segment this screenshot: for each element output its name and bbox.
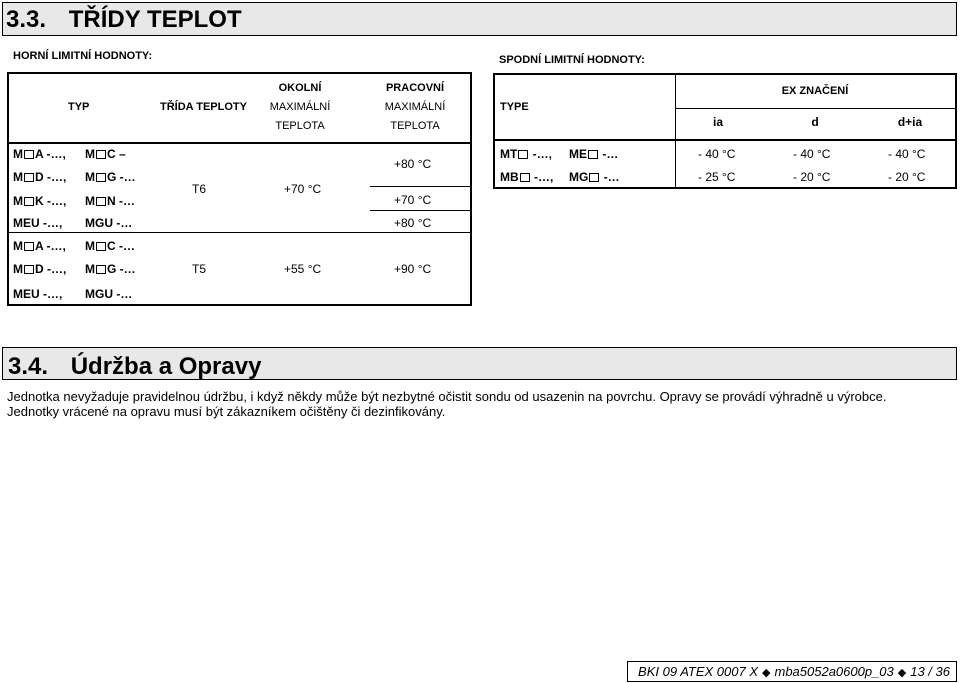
- section-title: TŘÍDY TEPLOT: [68, 6, 242, 33]
- header-okolni-3: TEPLOTA: [275, 120, 325, 132]
- header-d-ia: d+ia: [897, 115, 923, 129]
- t5-ambient: +55 °C: [284, 262, 322, 276]
- lower-row-1-ia: - 40 °C: [698, 147, 736, 161]
- lower-row-1-dia: - 40 °C: [888, 147, 926, 161]
- section-number: 3.3.: [6, 6, 47, 33]
- upper-limits-label: HORNÍ LIMITNÍ HODNOTY:: [13, 50, 153, 62]
- type-row-3a: M K -…,: [13, 194, 67, 208]
- header-d: d: [811, 115, 819, 129]
- t5-process: +90 °C: [394, 262, 432, 276]
- section-number: 3.4.: [8, 353, 49, 380]
- lower-row-1-d: - 40 °C: [793, 147, 831, 161]
- lower-row-2-d: - 20 °C: [793, 170, 831, 184]
- t6-ambient: +70 °C: [284, 182, 322, 196]
- maintenance-paragraph: [7, 389, 957, 419]
- t6-process-2: +70 °C: [394, 193, 432, 207]
- footer-file-id: mba5052a0600p_03: [774, 664, 894, 679]
- header-okolni-2: MAXIMÁLNÍ: [269, 101, 331, 113]
- type-row-6a: M D -…,: [13, 262, 67, 276]
- type-row-2a: M D -…,: [13, 170, 67, 184]
- lower-row-2-type-b: MG -…: [569, 170, 620, 184]
- paragraph-line-1: Jednotka nevyžaduje pravidelnou údržbu, i když někdy může být nezbytné očistit sondu od usazenin na povrchu. Opravy se provádí výhradně u výrobce.: [7, 389, 887, 404]
- section-title: Údržba a Opravy: [70, 353, 262, 380]
- t6-process-3: +80 °C: [394, 216, 432, 230]
- type-row-6b: M G -…: [85, 262, 136, 276]
- type-row-4a: MEU -…,: [13, 216, 63, 230]
- type-row-1a: M A -…,: [13, 147, 66, 161]
- page-footer: [627, 661, 957, 682]
- type-row-7b: MGU -…: [85, 287, 133, 301]
- header-pracovni-2: MAXIMÁLNÍ: [384, 101, 446, 113]
- type-row-2b: M G -…: [85, 170, 136, 184]
- section-heading-3-4: [2, 347, 957, 380]
- lower-row-2-ia: - 25 °C: [698, 170, 736, 184]
- type-row-1b: M C –: [85, 147, 126, 161]
- section-heading-3-3: [2, 2, 957, 36]
- header-ia: ia: [712, 115, 723, 129]
- type-row-4b: MGU -…: [85, 216, 133, 230]
- type-row-3b: M N -…: [85, 194, 135, 208]
- lower-row-1-type-a: MT -…,: [500, 147, 553, 161]
- t6-process-1: +80 °C: [394, 157, 432, 171]
- header-pracovni-1: PRACOVNÍ: [385, 82, 445, 94]
- t6-process-divider-1: [370, 186, 470, 187]
- lower-row-2-type-a: MB -…,: [500, 170, 554, 184]
- paragraph-line-2: Jednotky vrácené na opravu musí být zákazníkem očištěny či dezinfikovány.: [7, 404, 446, 419]
- diamond-separator-icon: ◆: [762, 667, 771, 679]
- header-pracovni-3: TEPLOTA: [390, 120, 440, 132]
- header-ex-znaceni: EX ZNAČENÍ: [781, 85, 849, 97]
- t6-process-divider-2: [370, 210, 470, 211]
- diamond-separator-icon: ◆: [897, 667, 907, 679]
- footer-doc-id: BKI 09 ATEX 0007 X: [638, 664, 759, 679]
- footer-page-number: 13 / 36: [910, 664, 950, 679]
- header-trida-teploty: TŘÍDA TEPLOTY: [160, 101, 247, 113]
- lower-row-1-type-b: ME -…: [569, 147, 619, 161]
- lower-limits-label: SPODNÍ LIMITNÍ HODNOTY:: [499, 54, 645, 66]
- header-type: TYPE: [500, 101, 529, 113]
- lower-row-2-dia: - 20 °C: [888, 170, 926, 184]
- header-okolni-1: OKOLNÍ: [278, 82, 322, 94]
- type-row-5b: M C -…: [85, 239, 135, 253]
- type-row-7a: MEU -…,: [13, 287, 63, 301]
- type-row-5a: M A -…,: [13, 239, 66, 253]
- t6-class: T6: [192, 182, 207, 196]
- header-typ: TYP: [68, 101, 90, 113]
- t5-class: T5: [192, 262, 207, 276]
